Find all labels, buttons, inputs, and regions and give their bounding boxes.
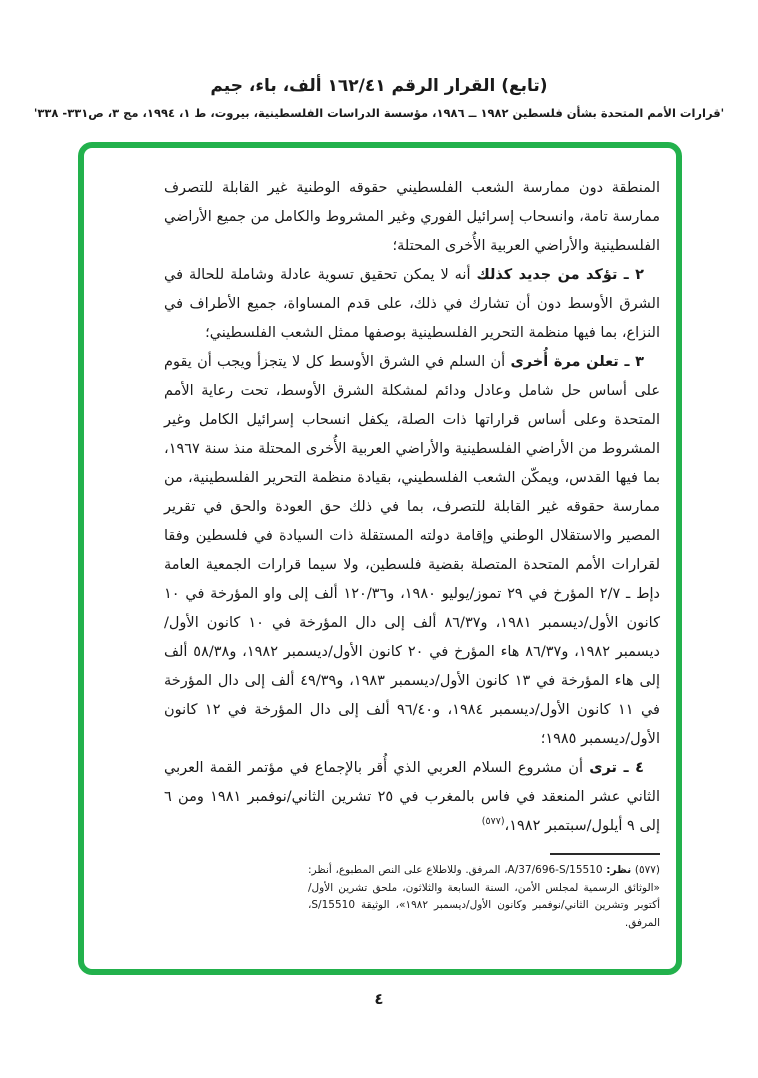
green-border-frame <box>78 142 682 975</box>
paragraph-lead: ٣ ـ تعلن مرة أُخرى <box>510 354 644 370</box>
footnote-reference: (٥٧٧) <box>481 816 505 828</box>
paragraph-lead: ٤ ـ ترى <box>589 760 644 776</box>
paragraph-continuation <box>164 174 660 261</box>
paragraph-text: أنه لا يمكن تحقيق تسوية عادلة وشاملة للحالة في الشرق الأوسط دون أن تشارك في ذلك، على قدم المساواة، جميع الأطراف في النزاع، بما فيها منظمة التحرير الفلسطينية بوصفها ممثل الشعب الفلسطيني؛ <box>164 267 660 341</box>
footnote-marker: (٥٧٧) <box>631 864 661 876</box>
source-citation-line: 'قرارات الأمم المتحدة بشأن فلسطين ١٩٨٢ ــ ١٩٨٦، مؤسسة الدراسات الفلسطينية، بيروت، ط ١، ١٩٩٤، مج ٣، ص٣٣١- ٣٣٨' <box>33 106 725 120</box>
footnote <box>308 862 660 932</box>
resolution-title: (تابع) القرار الرقم ١٦٢/٤١ ألف، باء، جيم <box>210 76 548 96</box>
paragraph-text: المنطقة دون ممارسة الشعب الفلسطيني حقوقه الوطنية غير القابلة للتصرف ممارسة تامة، وانسحاب إسرائيل الفوري وغير المشروط والكامل من جميع الأراضي الفلسطينية والأراضي العربية الأُخرى المحتلة؛ <box>164 180 660 254</box>
paragraph-lead: ٢ ـ تؤكد من جديد كذلك <box>476 267 644 283</box>
resolution-text-block <box>84 148 676 932</box>
footnote-label: نظر: <box>606 864 632 876</box>
paragraph-2 <box>164 261 660 348</box>
paragraph-4 <box>164 754 660 841</box>
page-number: ٤ <box>374 990 384 1008</box>
footnote-text: A/37/696-S/15510، المرفق. وللاطلاع على النص المطبوع، أنظر: «الوثائق الرسمية لمجلس الأمن، السنة السابعة والثلاثون، ملحق تشرين الأول/أكتوبر وتشرين الثاني/نوفمبر وكانون الأول/ديسمبر ١٩٨٢»، الوثيقة S/15510، المرفق. <box>308 864 661 929</box>
paragraph-text: أن السلم في الشرق الأوسط كل لا يتجزأ ويجب أن يقوم على أساس حل شامل وعادل ودائم لمشكلة الشرق الأوسط، تحت رعاية الأمم المتحدة وعلى أساس قراراتها ذات الصلة، يكفل انسحاب إسرائيل الكامل وغير المشروط من الأراضي الفلسطينية والأراضي العربية الأُخرى المحتلة منذ سنة ١٩٦٧، بما فيها القدس، ويمكّن الشعب الفلسطيني، بقيادة منظمة التحرير الفلسطينية، من ممارسة حقوقه غير القابلة للتصرف، بما في ذلك حق العودة والحق في تقرير المصير والاستقلال الوطني وإقامة دولته المستقلة ذات السيادة في فلسطين وفقا لقرارات الأمم المتحدة المتصلة بقضية فلسطين، ولا سيما قرارات الجمعية العامة دإط ـ ٢/٧ المؤرخ في ٢٩ تموز/يوليو ١٩٨٠، و١٢٠/٣٦ ألف إلى واو المؤرخة في ١٠ كانون الأول/ديسمبر ١٩٨١، و٨٦/٣٧ ألف إلى دال المؤرخة في ١٠ كانون الأول/ديسمبر ١٩٨٢، و٨٦/٣٧ هاء المؤرخ في ٢٠ كانون الأول/ديسمبر ١٩٨٢، و٥٨/٣٨ ألف إلى هاء المؤرخة في ١٣ كانون الأول/ديسمبر ١٩٨٣، و٤٩/٣٩ ألف إلى دال المؤرخة في ١١ كانون الأول/ديسمبر ١٩٨٤، و٩٦/٤٠ ألف إلى دال المؤرخة في ١٢ كانون الأول/ديسمبر ١٩٨٥؛ <box>164 354 661 747</box>
paragraph-text: أن مشروع السلام العربي الذي أُقر بالإجماع في مؤتمر القمة العربي الثاني عشر المنعقد في فاس بالمغرب في ٢٥ تشرين الثاني/نوفمبر ١٩٨١ ومن ٦ إلى ٩ أيلول/سبتمبر ١٩٨٢، <box>164 760 661 834</box>
footnote-separator <box>550 853 660 855</box>
paragraph-3 <box>164 348 660 754</box>
